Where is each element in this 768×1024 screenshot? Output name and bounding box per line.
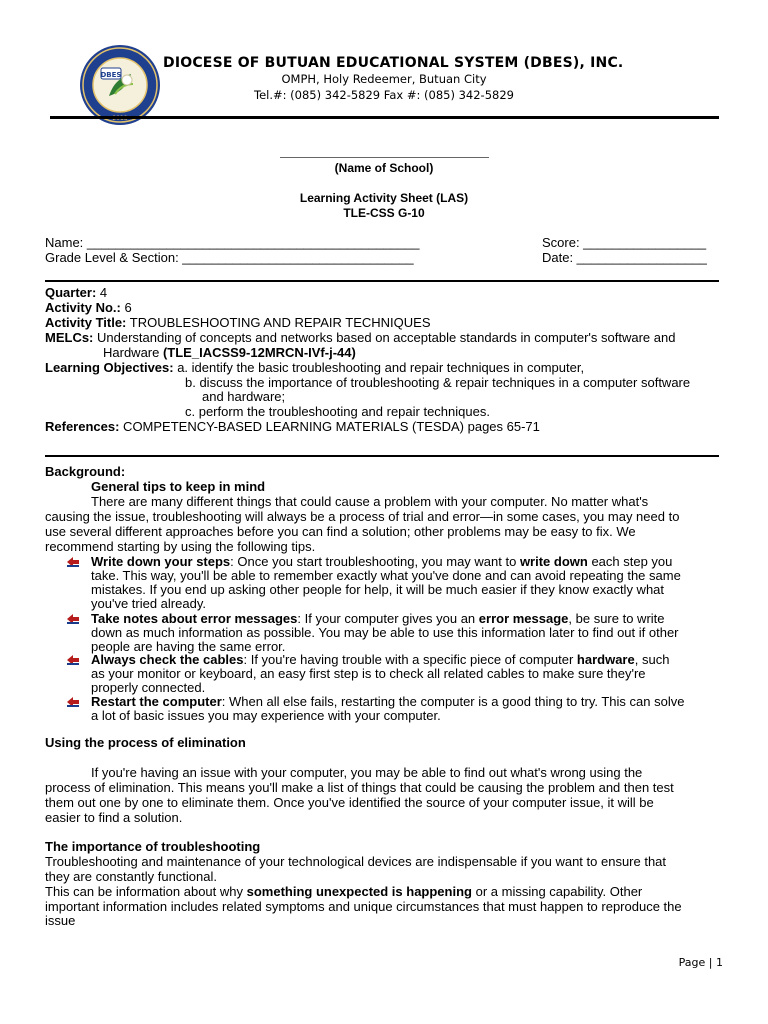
quarter-value: 4 — [96, 285, 108, 300]
importance-text: or a missing capability. Other — [471, 884, 643, 899]
background-paragraph: causing the issue, troubleshooting will always be a process of trial and error—in some cases, you may need to — [45, 509, 680, 524]
arrow-bullet-icon — [67, 614, 79, 624]
importance-text: This can be information about why — [45, 884, 247, 899]
tip-text: , be sure to write — [568, 611, 665, 626]
subject-title: TLE-CSS G-10 — [343, 206, 425, 220]
tip-text-line: as your monitor or keyboard, an easy first step is to check all related cables to make sure they're — [91, 666, 646, 681]
organization-name: DIOCESE OF BUTUAN EDUCATIONAL SYSTEM (DBES), INC. — [163, 55, 624, 71]
activity-no-label: Activity No.: — [45, 300, 121, 315]
activity-no-value: 6 — [120, 300, 132, 315]
tip-title: Restart the computer — [91, 694, 222, 709]
elimination-paragraph: process of elimination. This means you'll make a list of things that could be causing the problem and then test — [45, 780, 674, 795]
school-name-blank — [280, 157, 489, 158]
quarter-label: Quarter: — [45, 285, 97, 300]
tip-text-line: mistakes. If you end up asking other people for help, it will be much easier if they know exactly what — [91, 582, 665, 597]
background-subheading: General tips to keep in mind — [91, 479, 266, 494]
tip-emphasis: hardware — [576, 652, 635, 667]
melcs-code: (TLE_IACSS9-12MRCN-IVf-j-44) — [162, 345, 356, 360]
name-field[interactable]: Name: ______________________________________________ — [45, 235, 420, 250]
tip-restart-computer — [91, 695, 684, 709]
activity-title-row — [45, 316, 431, 330]
tip-title: Take notes about error messages — [91, 611, 298, 626]
arrow-bullet-icon — [67, 655, 79, 665]
svg-text:DBES: DBES — [100, 71, 122, 79]
objectives-label: Learning Objectives: — [45, 360, 174, 375]
objective-a: a. identify the basic troubleshooting and repair techniques in computer, — [173, 360, 585, 375]
tip-text-line: people are having the same error. — [91, 639, 286, 654]
tip-emphasis: write down — [519, 554, 588, 569]
tip-text: : If you're having trouble with a specific piece of computer — [243, 652, 577, 667]
background-paragraph: recommend starting by using the following tips. — [45, 539, 316, 554]
tip-text-line: down as much information as possible. You may be able to use this information later to find out if other — [91, 625, 679, 640]
organization-contact: Tel.#: (085) 342-5829 Fax #: (085) 342-5829 — [254, 88, 514, 102]
importance-paragraph: Troubleshooting and maintenance of your technological devices are indispensable if you want to ensure that — [45, 854, 667, 869]
page-separator: | — [708, 956, 713, 969]
background-paragraph: There are many different things that could cause a problem with your computer. No matter what's — [91, 494, 649, 509]
tip-text-line: a lot of basic issues you may experience with your computer. — [91, 708, 441, 723]
tip-check-cables — [91, 653, 669, 667]
arrow-bullet-icon — [67, 557, 79, 567]
tip-emphasis: error message — [478, 611, 569, 626]
fields-divider — [45, 280, 719, 282]
arrow-bullet-icon — [67, 697, 79, 707]
las-title: Learning Activity Sheet (LAS) — [299, 191, 469, 205]
tip-title: Write down your steps — [91, 554, 231, 569]
tip-title: Always check the cables — [91, 652, 244, 667]
organization-address: OMPH, Holy Redeemer, Butuan City — [281, 72, 487, 86]
objective-b: b. discuss the importance of troubleshooting & repair techniques in a computer software — [185, 375, 691, 390]
tip-text: : When all else fails, restarting the computer is a good thing to try. This can solve — [221, 694, 685, 709]
references-row — [45, 420, 540, 434]
elimination-paragraph: If you're having an issue with your computer, you may be able to find out what's wrong using the — [91, 765, 643, 780]
references-label: References: — [45, 419, 120, 434]
elimination-heading: Using the process of elimination — [45, 735, 246, 750]
activity-no-row — [45, 301, 132, 315]
importance-paragraph: issue — [45, 913, 76, 928]
objectives-row — [45, 361, 584, 375]
melcs-row — [45, 331, 675, 345]
score-field[interactable]: Score: _________________ — [542, 235, 707, 250]
melcs-text-2: Hardware — [103, 345, 163, 360]
importance-paragraph: important information includes related symptoms and unique circumstances that must happen to reproduce the — [45, 899, 682, 914]
importance-emphasis: something unexpected is happening — [246, 884, 472, 899]
activity-title-value: TROUBLESHOOTING AND REPAIR TECHNIQUES — [126, 315, 431, 330]
tip-text-line: take. This way, you'll be able to remember exactly what you've done and can avoid repeating the same — [91, 568, 681, 583]
tip-write-down-steps — [91, 555, 672, 569]
activity-title-label: Activity Title: — [45, 315, 127, 330]
tip-text: each step you — [587, 554, 673, 569]
tip-error-messages — [91, 612, 665, 626]
melcs-row-2 — [103, 346, 356, 360]
header-divider — [50, 116, 719, 119]
importance-heading: The importance of troubleshooting — [45, 839, 261, 854]
melcs-label: MELCs: — [45, 330, 94, 345]
tip-text: , such — [634, 652, 670, 667]
references-value: COMPETENCY-BASED LEARNING MATERIALS (TESDA) pages 65-71 — [119, 419, 540, 434]
importance-paragraph: they are constantly functional. — [45, 869, 217, 884]
background-heading: Background: — [45, 464, 126, 479]
activity-divider — [45, 455, 719, 457]
date-field[interactable]: Date: __________________ — [542, 250, 707, 265]
tip-text-line: you've tried already. — [91, 596, 206, 611]
elimination-paragraph: easier to find a solution. — [45, 810, 183, 825]
school-name-label: (Name of School) — [334, 161, 434, 175]
objective-b-cont: and hardware; — [202, 389, 286, 404]
objective-c: c. perform the troubleshooting and repair techniques. — [185, 404, 490, 419]
elimination-paragraph: them out one by one to eliminate them. Once you've identified the source of your computer issue, it will be — [45, 795, 654, 810]
grade-section-field[interactable]: Grade Level & Section: ________________________________ — [45, 250, 414, 265]
page-label: Page — [678, 956, 706, 969]
tip-text: : Once you start troubleshooting, you may want to — [230, 554, 520, 569]
melcs-text: Understanding of concepts and networks based on acceptable standards in computer's software and — [93, 330, 676, 345]
quarter-row — [45, 286, 107, 300]
page-footer — [679, 956, 723, 969]
tip-text: : If your computer gives you an — [297, 611, 479, 626]
tip-text-line: properly connected. — [91, 680, 206, 695]
background-paragraph: use several different approaches before you can find a solution; other problems may be easy to fix. We — [45, 524, 636, 539]
importance-paragraph — [45, 885, 642, 899]
page-number: 1 — [716, 956, 723, 969]
